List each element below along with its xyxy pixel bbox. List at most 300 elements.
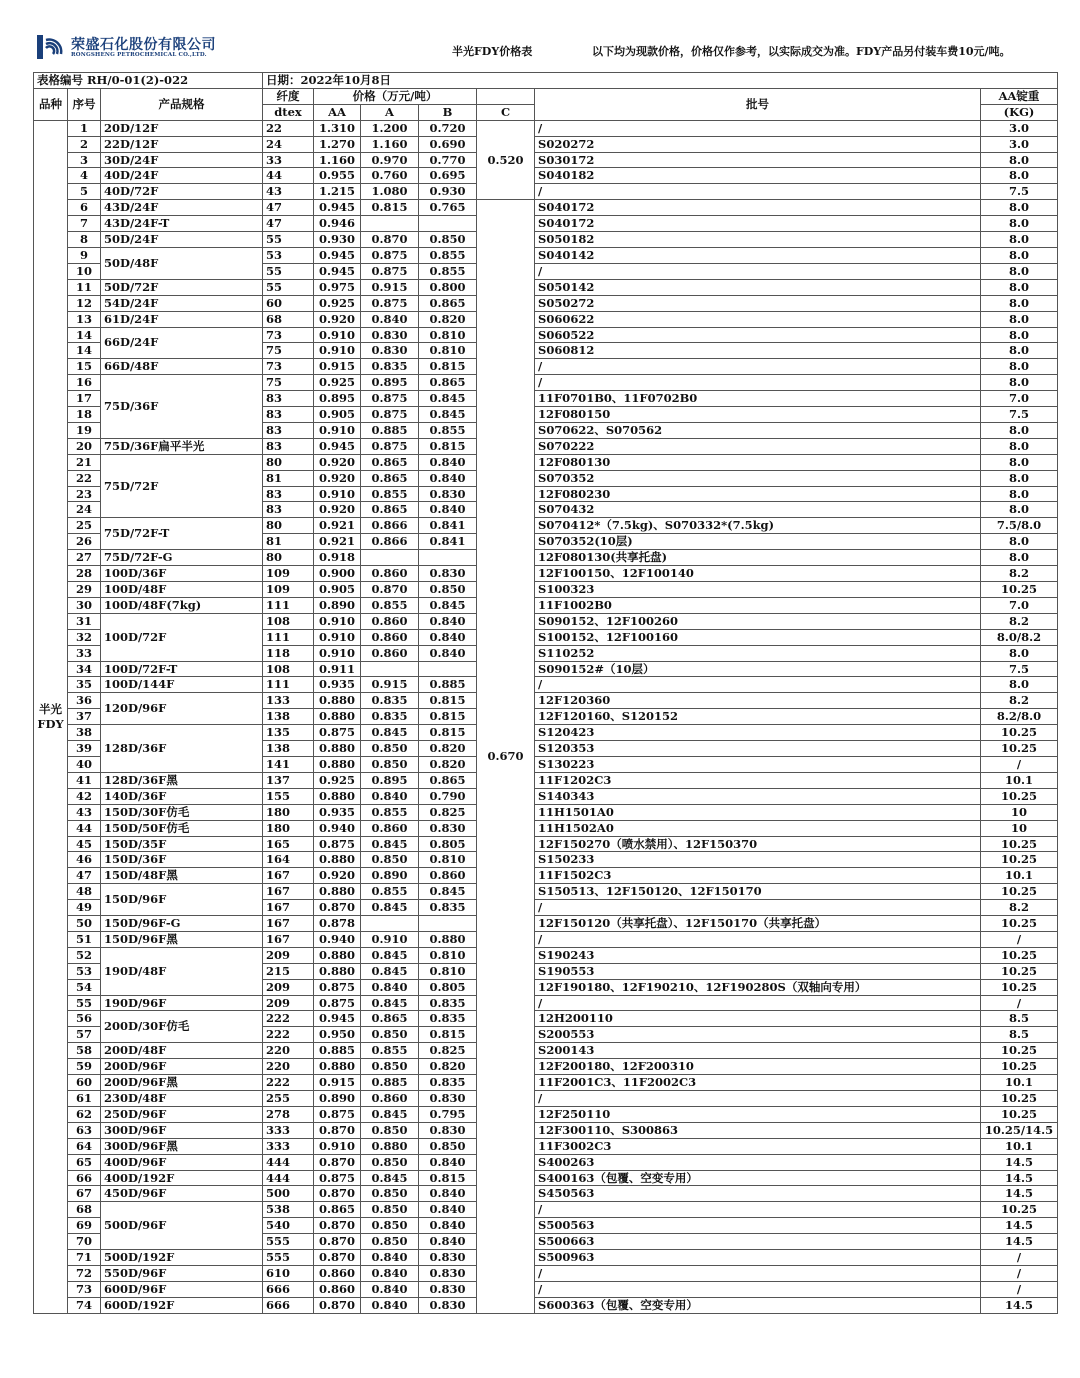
seq-cell: 50 — [68, 916, 101, 932]
seq-cell: 29 — [68, 582, 101, 598]
weight-cell: 8.2 — [981, 900, 1058, 916]
batch-cell: 11H1502A0 — [535, 820, 981, 836]
batch-cell: S400163（包覆、空变专用） — [535, 1170, 981, 1186]
spec-cell: 30D/24F — [101, 152, 263, 168]
seq-cell: 10 — [68, 263, 101, 279]
spec-cell: 50D/72F — [101, 279, 263, 295]
seq-cell: 48 — [68, 884, 101, 900]
weight-cell: 10.25 — [981, 741, 1058, 757]
weight-cell: 8.0 — [981, 200, 1058, 216]
weight-cell: 8.5 — [981, 1027, 1058, 1043]
price-a-cell: 0.845 — [361, 836, 419, 852]
weight-cell: 10.25 — [981, 1106, 1058, 1122]
dtex-cell: 444 — [263, 1154, 314, 1170]
dtex-cell: 222 — [263, 1027, 314, 1043]
spec-cell: 43D/24F — [101, 200, 263, 216]
col-dtex-bottom: dtex — [263, 104, 314, 120]
seq-cell: 44 — [68, 820, 101, 836]
price-b-cell: 0.850 — [419, 232, 477, 248]
price-aa-cell: 0.910 — [314, 486, 361, 502]
dtex-cell: 108 — [263, 661, 314, 677]
table-row — [34, 693, 1058, 709]
spec-cell: 100D/48F(7kg) — [101, 597, 263, 613]
price-b-cell: 0.825 — [419, 1043, 477, 1059]
price-a-cell: 0.845 — [361, 947, 419, 963]
table-row — [34, 868, 1058, 884]
price-aa-cell: 0.865 — [314, 1202, 361, 1218]
price-a-cell: 0.865 — [361, 454, 419, 470]
batch-cell: 11F3002C3 — [535, 1138, 981, 1154]
spec-cell: 230D/48F — [101, 1091, 263, 1107]
price-a-cell: 0.910 — [361, 931, 419, 947]
dtex-cell: 500 — [263, 1186, 314, 1202]
price-aa-cell: 0.870 — [314, 1186, 361, 1202]
price-aa-cell: 0.920 — [314, 868, 361, 884]
price-b-cell: 0.695 — [419, 168, 477, 184]
price-b-cell: 0.865 — [419, 295, 477, 311]
batch-cell: 11F0701B0、11F0702B0 — [535, 391, 981, 407]
weight-cell: 10.25 — [981, 852, 1058, 868]
price-b-cell: 0.820 — [419, 741, 477, 757]
seq-cell: 68 — [68, 1202, 101, 1218]
price-a-cell: 0.835 — [361, 693, 419, 709]
col-seq: 序号 — [68, 88, 101, 120]
price-aa-cell: 0.905 — [314, 407, 361, 423]
table-row — [34, 359, 1058, 375]
dtex-cell: 220 — [263, 1043, 314, 1059]
batch-cell: S190553 — [535, 963, 981, 979]
table-row — [34, 1059, 1058, 1075]
price-b-cell: 0.845 — [419, 407, 477, 423]
price-aa-cell: 0.921 — [314, 534, 361, 550]
seq-cell: 37 — [68, 709, 101, 725]
seq-cell: 14 — [68, 327, 101, 343]
document-date: 日期：2022年10月8日 — [263, 73, 1058, 89]
price-aa-cell: 0.920 — [314, 470, 361, 486]
price-a-cell: 0.870 — [361, 582, 419, 598]
dtex-cell: 73 — [263, 359, 314, 375]
weight-cell: 8.0 — [981, 216, 1058, 232]
batch-cell: S100152、12F100160 — [535, 629, 981, 645]
batch-cell: S070412*（7.5kg)、S070332*(7.5kg) — [535, 518, 981, 534]
price-a-cell: 0.850 — [361, 1218, 419, 1234]
price-a-cell: 0.840 — [361, 1297, 419, 1313]
dtex-cell: 111 — [263, 677, 314, 693]
price-b-cell: 0.840 — [419, 1202, 477, 1218]
dtex-cell: 220 — [263, 1059, 314, 1075]
batch-cell: S400263 — [535, 1154, 981, 1170]
col-a: A — [361, 104, 419, 120]
weight-cell: 8.0 — [981, 327, 1058, 343]
batch-cell: 11F1202C3 — [535, 772, 981, 788]
price-aa-cell: 0.915 — [314, 1075, 361, 1091]
price-aa-cell: 0.910 — [314, 1138, 361, 1154]
dtex-cell: 209 — [263, 979, 314, 995]
batch-cell: S190243 — [535, 947, 981, 963]
weight-cell: 8.0 — [981, 645, 1058, 661]
spec-cell: 40D/72F — [101, 184, 263, 200]
price-c-cell: 0.670 — [477, 200, 535, 1313]
seq-cell: 42 — [68, 788, 101, 804]
spec-cell: 50D/48F — [101, 247, 263, 279]
price-a-cell: 0.875 — [361, 438, 419, 454]
spec-cell: 75D/36F — [101, 375, 263, 439]
dtex-cell: 111 — [263, 629, 314, 645]
price-b-cell: 0.810 — [419, 343, 477, 359]
table-row — [34, 216, 1058, 232]
spec-cell: 150D/35F — [101, 836, 263, 852]
table-row — [34, 725, 1058, 741]
price-a-cell: 0.860 — [361, 613, 419, 629]
dtex-cell: 180 — [263, 804, 314, 820]
spec-cell: 40D/24F — [101, 168, 263, 184]
dtex-cell: 80 — [263, 550, 314, 566]
dtex-cell: 540 — [263, 1218, 314, 1234]
weight-cell: 8.0 — [981, 263, 1058, 279]
price-b-cell: 0.805 — [419, 979, 477, 995]
price-a-cell: 0.875 — [361, 295, 419, 311]
batch-cell: 12F150270（喷水禁用）、12F150370 — [535, 836, 981, 852]
seq-cell: 9 — [68, 247, 101, 263]
batch-cell: S200553 — [535, 1027, 981, 1043]
price-table-body — [34, 120, 1058, 1313]
weight-cell: 14.5 — [981, 1297, 1058, 1313]
dtex-cell: 83 — [263, 486, 314, 502]
seq-cell: 58 — [68, 1043, 101, 1059]
price-a-cell: 0.855 — [361, 486, 419, 502]
price-b-cell: 0.855 — [419, 247, 477, 263]
dtex-cell: 55 — [263, 263, 314, 279]
weight-cell: 8.0 — [981, 359, 1058, 375]
dtex-cell: 666 — [263, 1281, 314, 1297]
spec-cell: 150D/96F — [101, 884, 263, 916]
table-row — [34, 1281, 1058, 1297]
price-aa-cell: 0.875 — [314, 995, 361, 1011]
price-a-cell: 0.840 — [361, 311, 419, 327]
price-b-cell: 0.840 — [419, 1154, 477, 1170]
weight-cell: 10.25 — [981, 725, 1058, 741]
table-row — [34, 136, 1058, 152]
seq-cell: 61 — [68, 1091, 101, 1107]
price-aa-cell: 0.880 — [314, 709, 361, 725]
price-table — [33, 72, 1058, 1314]
rongsheng-logo-icon — [35, 32, 65, 62]
spec-cell: 400D/192F — [101, 1170, 263, 1186]
batch-cell: / — [535, 359, 981, 375]
price-b-cell: 0.865 — [419, 772, 477, 788]
price-a-cell: 0.845 — [361, 995, 419, 1011]
price-aa-cell: 0.890 — [314, 597, 361, 613]
price-b-cell: 0.835 — [419, 900, 477, 916]
dtex-cell: 43 — [263, 184, 314, 200]
price-a-cell: 0.835 — [361, 709, 419, 725]
seq-cell: 32 — [68, 629, 101, 645]
price-aa-cell: 0.895 — [314, 391, 361, 407]
dtex-cell: 167 — [263, 916, 314, 932]
dtex-cell: 138 — [263, 741, 314, 757]
weight-cell: 10.25 — [981, 1202, 1058, 1218]
batch-cell: S090152#（10层） — [535, 661, 981, 677]
batch-cell: S110252 — [535, 645, 981, 661]
batch-cell: / — [535, 995, 981, 1011]
seq-cell: 24 — [68, 502, 101, 518]
price-a-cell: 0.875 — [361, 407, 419, 423]
seq-cell: 14 — [68, 343, 101, 359]
price-aa-cell: 0.875 — [314, 836, 361, 852]
seq-cell: 74 — [68, 1297, 101, 1313]
table-row — [34, 327, 1058, 343]
spec-cell: 100D/36F — [101, 566, 263, 582]
price-b-cell: 0.840 — [419, 645, 477, 661]
batch-cell: / — [535, 184, 981, 200]
weight-cell: 8.0 — [981, 295, 1058, 311]
spec-cell: 43D/24F-T — [101, 216, 263, 232]
seq-cell: 5 — [68, 184, 101, 200]
weight-cell: 7.0 — [981, 597, 1058, 613]
price-b-cell: 0.830 — [419, 486, 477, 502]
price-a-cell: 0.850 — [361, 1234, 419, 1250]
price-aa-cell: 0.880 — [314, 852, 361, 868]
weight-cell: 8.2 — [981, 566, 1058, 582]
price-aa-cell: 0.910 — [314, 645, 361, 661]
price-a-cell: 0.850 — [361, 1202, 419, 1218]
table-row — [34, 820, 1058, 836]
seq-cell: 20 — [68, 438, 101, 454]
table-row — [34, 311, 1058, 327]
dtex-cell: 75 — [263, 343, 314, 359]
seq-cell: 17 — [68, 391, 101, 407]
seq-cell: 11 — [68, 279, 101, 295]
weight-cell: / — [981, 931, 1058, 947]
price-b-cell: 0.820 — [419, 1059, 477, 1075]
dtex-cell: 24 — [263, 136, 314, 152]
dtex-cell: 44 — [263, 168, 314, 184]
dtex-cell: 610 — [263, 1265, 314, 1281]
batch-cell: 12H200110 — [535, 1011, 981, 1027]
price-b-cell: 0.815 — [419, 1170, 477, 1186]
seq-cell: 47 — [68, 868, 101, 884]
dtex-cell: 108 — [263, 613, 314, 629]
price-aa-cell: 0.875 — [314, 1106, 361, 1122]
seq-cell: 52 — [68, 947, 101, 963]
spec-cell: 200D/96F — [101, 1059, 263, 1075]
seq-cell: 70 — [68, 1234, 101, 1250]
weight-cell: 8.0 — [981, 438, 1058, 454]
spec-cell: 20D/12F — [101, 120, 263, 136]
price-aa-cell: 0.920 — [314, 454, 361, 470]
price-aa-cell: 0.940 — [314, 820, 361, 836]
table-row — [34, 804, 1058, 820]
dtex-cell: 53 — [263, 247, 314, 263]
table-row — [34, 884, 1058, 900]
price-aa-cell: 0.880 — [314, 756, 361, 772]
price-b-cell: 0.810 — [419, 852, 477, 868]
spec-cell: 150D/96F黑 — [101, 931, 263, 947]
price-b-cell: 0.765 — [419, 200, 477, 216]
batch-cell: 12F190180、12F190210、12F190280S（双轴向专用） — [535, 979, 981, 995]
price-aa-cell: 1.160 — [314, 152, 361, 168]
price-a-cell: 1.200 — [361, 120, 419, 136]
weight-cell: 10.25 — [981, 582, 1058, 598]
weight-cell: 8.0 — [981, 232, 1058, 248]
price-a-cell: 0.830 — [361, 327, 419, 343]
price-a-cell — [361, 661, 419, 677]
batch-cell: S070622、S070562 — [535, 422, 981, 438]
weight-cell: 8.2/8.0 — [981, 709, 1058, 725]
spec-cell: 500D/96F — [101, 1202, 263, 1250]
price-a-cell: 0.840 — [361, 979, 419, 995]
price-aa-cell: 0.911 — [314, 661, 361, 677]
table-row — [34, 1154, 1058, 1170]
weight-cell: 7.5 — [981, 661, 1058, 677]
spec-cell: 200D/48F — [101, 1043, 263, 1059]
price-a-cell: 0.840 — [361, 1250, 419, 1266]
price-aa-cell: 0.880 — [314, 741, 361, 757]
dtex-cell: 133 — [263, 693, 314, 709]
seq-cell: 4 — [68, 168, 101, 184]
spec-cell: 75D/72F-G — [101, 550, 263, 566]
weight-cell: 10.1 — [981, 1075, 1058, 1091]
dtex-cell: 278 — [263, 1106, 314, 1122]
price-a-cell — [361, 216, 419, 232]
batch-cell: S090152、12F100260 — [535, 613, 981, 629]
dtex-cell: 209 — [263, 995, 314, 1011]
price-b-cell: 0.720 — [419, 120, 477, 136]
price-b-cell: 0.850 — [419, 1138, 477, 1154]
dtex-cell: 47 — [263, 216, 314, 232]
batch-cell: / — [535, 1091, 981, 1107]
batch-cell: 12F300110、S300863 — [535, 1122, 981, 1138]
price-aa-cell: 0.880 — [314, 1059, 361, 1075]
batch-cell: S450563 — [535, 1186, 981, 1202]
weight-cell: / — [981, 1265, 1058, 1281]
seq-cell: 72 — [68, 1265, 101, 1281]
table-row — [34, 168, 1058, 184]
price-aa-cell: 0.910 — [314, 327, 361, 343]
price-a-cell: 0.845 — [361, 963, 419, 979]
batch-cell: S070352 — [535, 470, 981, 486]
col-weight-top: AA锭重 — [981, 88, 1058, 104]
price-b-cell: 0.805 — [419, 836, 477, 852]
seq-cell: 49 — [68, 900, 101, 916]
seq-cell: 33 — [68, 645, 101, 661]
price-b-cell: 0.840 — [419, 502, 477, 518]
dtex-cell: 118 — [263, 645, 314, 661]
batch-cell: S150513、12F150120、12F150170 — [535, 884, 981, 900]
header-row-1 — [34, 88, 1058, 104]
price-a-cell: 0.850 — [361, 756, 419, 772]
seq-cell: 12 — [68, 295, 101, 311]
price-aa-cell: 0.860 — [314, 1281, 361, 1297]
weight-cell: / — [981, 756, 1058, 772]
price-a-cell: 0.875 — [361, 247, 419, 263]
dtex-cell: 255 — [263, 1091, 314, 1107]
table-row — [34, 931, 1058, 947]
price-b-cell: 0.815 — [419, 693, 477, 709]
price-a-cell: 0.875 — [361, 263, 419, 279]
seq-cell: 40 — [68, 756, 101, 772]
seq-cell: 57 — [68, 1027, 101, 1043]
seq-cell: 21 — [68, 454, 101, 470]
price-b-cell: 0.860 — [419, 868, 477, 884]
seq-cell: 22 — [68, 470, 101, 486]
seq-cell: 30 — [68, 597, 101, 613]
price-aa-cell: 0.870 — [314, 900, 361, 916]
weight-cell: 8.0 — [981, 422, 1058, 438]
price-aa-cell: 0.880 — [314, 884, 361, 900]
dtex-cell: 135 — [263, 725, 314, 741]
price-b-cell: 0.800 — [419, 279, 477, 295]
price-b-cell: 0.840 — [419, 470, 477, 486]
company-name-cn: 荣盛石化股份有限公司 — [71, 37, 216, 53]
price-aa-cell: 0.910 — [314, 343, 361, 359]
batch-cell: / — [535, 263, 981, 279]
batch-cell: S120423 — [535, 725, 981, 741]
price-a-cell: 0.850 — [361, 852, 419, 868]
spec-cell: 450D/96F — [101, 1186, 263, 1202]
price-c-cell: 0.520 — [477, 120, 535, 200]
price-a-cell: 0.835 — [361, 359, 419, 375]
table-row — [34, 1138, 1058, 1154]
weight-cell: / — [981, 995, 1058, 1011]
weight-cell: 10.25 — [981, 916, 1058, 932]
batch-cell: S600363（包覆、空变专用） — [535, 1297, 981, 1313]
price-b-cell: 0.815 — [419, 438, 477, 454]
table-row — [34, 1075, 1058, 1091]
price-aa-cell: 0.935 — [314, 804, 361, 820]
table-row — [34, 995, 1058, 1011]
price-aa-cell: 0.875 — [314, 1170, 361, 1186]
price-aa-cell: 0.860 — [314, 1265, 361, 1281]
seq-cell: 56 — [68, 1011, 101, 1027]
seq-cell: 43 — [68, 804, 101, 820]
batch-cell: / — [535, 677, 981, 693]
spec-cell: 190D/48F — [101, 947, 263, 995]
price-aa-cell: 0.955 — [314, 168, 361, 184]
seq-cell: 1 — [68, 120, 101, 136]
col-batch: 批号 — [535, 88, 981, 120]
table-row — [34, 1011, 1058, 1027]
price-b-cell — [419, 916, 477, 932]
batch-cell: / — [535, 1202, 981, 1218]
price-b-cell: 0.820 — [419, 311, 477, 327]
price-aa-cell: 0.900 — [314, 566, 361, 582]
price-b-cell: 0.845 — [419, 391, 477, 407]
spec-cell: 250D/96F — [101, 1106, 263, 1122]
batch-cell: S150233 — [535, 852, 981, 868]
seq-cell: 6 — [68, 200, 101, 216]
dtex-cell: 81 — [263, 534, 314, 550]
dtex-cell: 141 — [263, 756, 314, 772]
weight-cell: 8.0 — [981, 550, 1058, 566]
batch-cell: 11F1002B0 — [535, 597, 981, 613]
spec-cell: 150D/48F黑 — [101, 868, 263, 884]
table-row — [34, 1122, 1058, 1138]
dtex-cell: 538 — [263, 1202, 314, 1218]
price-b-cell: 0.835 — [419, 1011, 477, 1027]
price-a-cell: 0.875 — [361, 391, 419, 407]
weight-cell: 8.0 — [981, 375, 1058, 391]
table-row — [34, 661, 1058, 677]
price-a-cell — [361, 550, 419, 566]
table-row — [34, 232, 1058, 248]
weight-cell: 8.5 — [981, 1011, 1058, 1027]
price-a-cell: 1.160 — [361, 136, 419, 152]
spec-cell: 400D/96F — [101, 1154, 263, 1170]
price-a-cell: 0.845 — [361, 725, 419, 741]
price-a-cell: 0.860 — [361, 566, 419, 582]
table-row — [34, 566, 1058, 582]
